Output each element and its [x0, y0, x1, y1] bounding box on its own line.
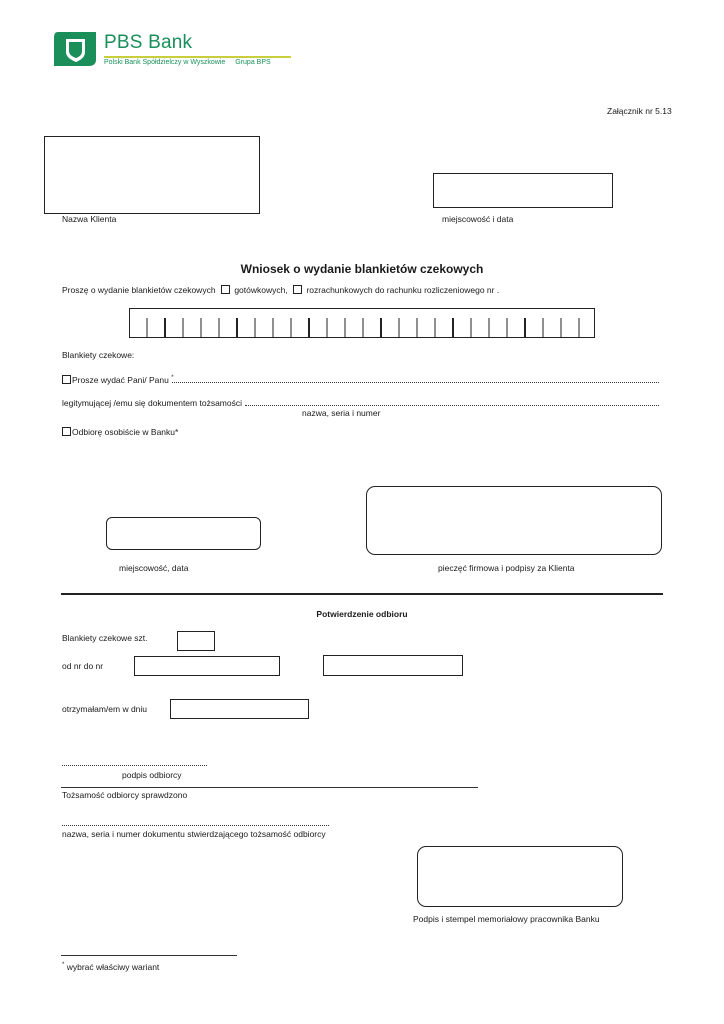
- place-date-box[interactable]: [433, 173, 613, 208]
- account-digit-separators: [130, 309, 594, 337]
- cash-option-label: gotówkowych,: [234, 285, 288, 295]
- account-number-box[interactable]: [129, 308, 595, 338]
- client-name-box[interactable]: [44, 136, 260, 214]
- id-document-caption: nazwa, seria i numer: [302, 408, 381, 418]
- settlement-checkbox[interactable]: [293, 285, 302, 294]
- request-line: [62, 285, 499, 295]
- pbs-logo-icon: [52, 30, 98, 68]
- settlement-option-label: rozrachunkowych do rachunku rozliczeniowego nr .: [306, 285, 500, 295]
- bank-subtitle-left: Polski Bank Spółdzielczy w Wyszkowie: [104, 59, 226, 66]
- issue-to-checkbox[interactable]: [62, 375, 71, 384]
- attachment-number: Załącznik nr 5.13: [607, 106, 672, 116]
- form-title: Wniosek o wydanie blankietów czekowych: [240, 262, 484, 276]
- bank-subtitle-right: Grupa BPS: [235, 59, 271, 66]
- client-place-date-label: miejscowość, data: [119, 563, 189, 573]
- range-to-input[interactable]: [323, 655, 463, 676]
- received-date-input[interactable]: [170, 699, 309, 719]
- id-document-field[interactable]: [245, 405, 659, 406]
- cheque-count-input[interactable]: [177, 631, 215, 651]
- bank-logo: [52, 30, 302, 70]
- place-date-label: miejscowość i data: [442, 214, 514, 224]
- issue-to-line: [62, 375, 174, 385]
- issue-to-asterisk: *: [171, 375, 174, 382]
- confirmation-title: Potwierdzenie odbioru: [316, 609, 408, 619]
- personal-pickup-line: [62, 427, 178, 437]
- client-name-label: Nazwa Klienta: [62, 214, 117, 224]
- client-place-date-box[interactable]: [106, 517, 261, 550]
- range-from-input[interactable]: [134, 656, 280, 676]
- identity-line: [61, 787, 478, 788]
- footnote: [62, 962, 159, 972]
- range-label: od nr do nr: [62, 661, 104, 671]
- recipient-signature-field[interactable]: [62, 765, 207, 766]
- personal-pickup-checkbox[interactable]: [62, 427, 71, 436]
- personal-pickup-label: Odbiorę osobiście w Banku*: [72, 427, 179, 437]
- identity-document-caption: nazwa, seria i numer dokumentu stwierdzającego tożsamość odbiorcy: [62, 829, 326, 839]
- client-stamp-label: pieczęć firmowa i podpisy za Klienta: [438, 563, 575, 573]
- issue-to-label: Prosze wydać Pani/ Panu: [72, 375, 169, 385]
- logo-underline: [104, 56, 291, 58]
- bank-name: PBS Bank: [104, 32, 193, 53]
- bank-subtitle: [104, 59, 271, 66]
- bank-stamp-label: Podpis i stempel memoriałowy pracownika Banku: [413, 914, 600, 924]
- cash-checkbox[interactable]: [221, 285, 230, 294]
- cheques-label: Blankiety czekowe:: [62, 350, 135, 360]
- footnote-separator: [61, 955, 237, 956]
- request-prefix: Proszę o wydanie blankietów czekowych: [62, 285, 216, 295]
- footnote-text: wybrać właściwy wariant: [66, 962, 160, 972]
- bank-stamp-box[interactable]: [417, 846, 623, 907]
- received-date-label: otrzymałam/em w dniu: [62, 704, 148, 714]
- cheque-count-label: Blankiety czekowe szt.: [62, 633, 148, 643]
- id-document-label: legitymującej /emu się dokumentem tożsamości: [62, 398, 242, 408]
- recipient-signature-label: podpis odbiorcy: [122, 770, 182, 780]
- identity-document-field[interactable]: [62, 825, 329, 826]
- footnote-asterisk: *: [62, 962, 65, 969]
- identity-verified-label: Tożsamość odbiorcy sprawdzono: [62, 790, 188, 800]
- issue-to-field[interactable]: [172, 382, 659, 383]
- section-divider: [61, 593, 663, 595]
- client-stamp-box[interactable]: [366, 486, 662, 555]
